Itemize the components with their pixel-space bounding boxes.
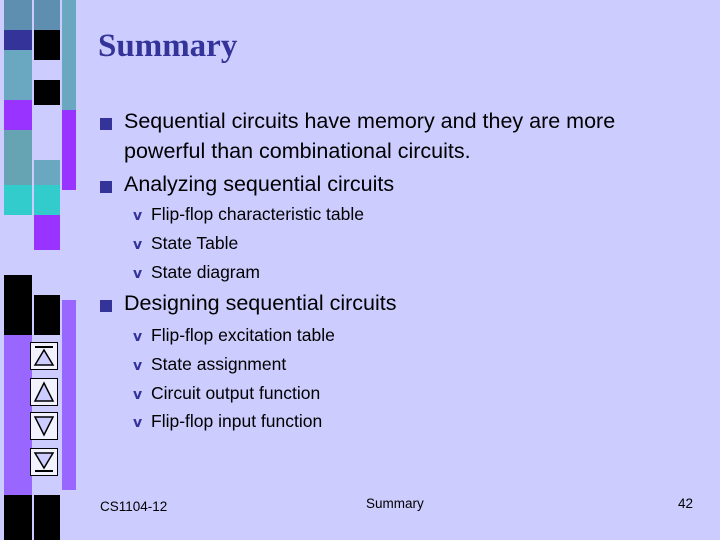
- bullet-text: Analyzing sequential circuits: [124, 172, 395, 196]
- bullet-text: Sequential circuits have memory and they are more: [124, 109, 616, 133]
- sub-bullet-item: [133, 262, 260, 283]
- sidebar-block: [34, 30, 60, 60]
- sidebar-block: [34, 250, 60, 295]
- checkmark-bullet-icon: v: [133, 208, 143, 224]
- page-number: 42: [678, 496, 694, 511]
- checkmark-bullet-icon: v: [133, 329, 143, 345]
- first-slide-icon: [31, 343, 57, 369]
- sidebar-block: [4, 335, 32, 495]
- sub-bullet-item: [133, 325, 335, 346]
- sidebar-block: [4, 30, 32, 50]
- previous-slide-icon: [31, 379, 57, 405]
- sidebar-block: [34, 215, 60, 250]
- next-slide-icon: [31, 413, 57, 439]
- sub-bullet-item: [133, 411, 322, 432]
- sidebar-block: [62, 490, 76, 540]
- square-bullet-icon: [100, 118, 112, 130]
- sidebar-block: [34, 185, 60, 215]
- sidebar-block: [4, 275, 32, 335]
- decorative-sidebar: [0, 0, 80, 540]
- checkmark-bullet-icon: v: [133, 387, 143, 403]
- sidebar-block: [34, 60, 60, 80]
- sidebar-block: [34, 105, 60, 160]
- sub-bullet-item: [133, 383, 320, 404]
- sidebar-block: [4, 100, 32, 130]
- slide-title: Summary: [98, 28, 238, 64]
- sidebar-block: [34, 80, 60, 105]
- previous-slide-button[interactable]: [30, 378, 58, 406]
- checkmark-bullet-icon: v: [133, 266, 143, 282]
- sidebar-block: [4, 215, 32, 275]
- sidebar-block: [4, 0, 32, 30]
- sub-bullet-text: Flip-flop input function: [151, 411, 323, 431]
- bullet-text: Designing sequential circuits: [124, 291, 397, 315]
- footer-course-code: CS1104-12: [100, 499, 168, 514]
- sidebar-block: [34, 295, 60, 335]
- sub-bullet-item: [133, 204, 364, 225]
- sidebar-block: [4, 130, 32, 185]
- checkmark-bullet-icon: v: [133, 237, 143, 253]
- sub-bullet-text: State diagram: [151, 262, 260, 282]
- sub-bullet-item: [133, 233, 238, 254]
- square-bullet-icon: [100, 300, 112, 312]
- last-slide-button[interactable]: [30, 448, 58, 476]
- next-slide-button[interactable]: [30, 412, 58, 440]
- sidebar-block: [4, 185, 32, 215]
- sidebar-block: [62, 190, 76, 300]
- sub-bullet-item: [133, 354, 286, 375]
- bullet-text: powerful than combinational circuits.: [124, 139, 471, 163]
- first-slide-button[interactable]: [30, 342, 58, 370]
- footer-title: Summary: [366, 496, 424, 511]
- sidebar-block: [62, 110, 76, 190]
- sub-bullet-text: Flip-flop excitation table: [151, 325, 335, 345]
- last-slide-icon: [31, 449, 57, 475]
- sub-bullet-text: State Table: [151, 233, 239, 253]
- sidebar-block: [4, 495, 32, 540]
- checkmark-bullet-icon: v: [133, 358, 143, 374]
- sidebar-block: [62, 300, 76, 490]
- sidebar-block: [34, 495, 60, 540]
- sub-bullet-text: Circuit output function: [151, 383, 321, 403]
- sub-bullet-text: State assignment: [151, 354, 287, 374]
- square-bullet-icon: [100, 181, 112, 193]
- sidebar-block: [4, 50, 32, 100]
- checkmark-bullet-icon: v: [133, 415, 143, 431]
- sub-bullet-text: Flip-flop characteristic table: [151, 204, 364, 224]
- sidebar-block: [34, 0, 60, 30]
- sidebar-block: [62, 0, 76, 110]
- sidebar-block: [34, 160, 60, 185]
